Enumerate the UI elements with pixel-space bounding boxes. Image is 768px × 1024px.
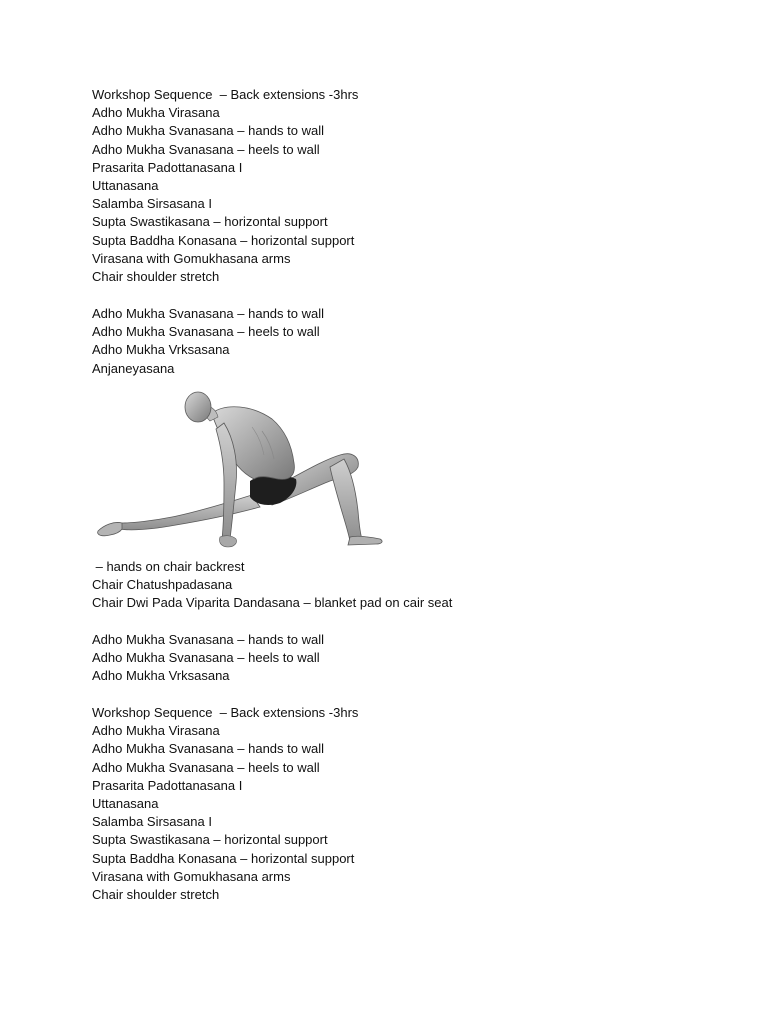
anjaneyasana-pose-illustration xyxy=(92,383,392,555)
pose-item: Adho Mukha Svanasana – heels to wall xyxy=(92,141,320,157)
pose-item: Adho Mukha Vrksasana xyxy=(92,668,230,684)
pose-item: Prasarita Padottanasana I xyxy=(92,777,243,793)
pose-item: Adho Mukha Svanasana – hands to wall xyxy=(92,632,324,647)
pose-item: Salamba Sirsasana I xyxy=(92,814,212,830)
sequence-list-1 xyxy=(92,86,358,286)
sequence-title: Workshop Sequence – Back extensions -3hrs xyxy=(92,87,359,102)
pose-item: Chair Chatushpadasana xyxy=(92,577,233,593)
pose-item: Adho Mukha Vrksasana xyxy=(92,342,230,358)
sequence-list-5 xyxy=(92,704,358,904)
pose-item: Supta Swastikasana – horizontal support xyxy=(92,214,328,230)
pose-item: Supta Baddha Konasana – horizontal support xyxy=(92,232,355,248)
pose-item: Supta Swastikasana – horizontal support xyxy=(92,832,328,848)
pose-item: Supta Baddha Konasana – horizontal support xyxy=(92,850,355,866)
pose-item: Prasarita Padottanasana I xyxy=(92,159,243,175)
pose-item: Uttanasana xyxy=(92,795,159,811)
pose-item: Adho Mukha Virasana xyxy=(92,723,220,739)
pose-item: Adho Mukha Svanasana – hands to wall xyxy=(92,741,324,757)
sequence-list-4 xyxy=(92,631,324,686)
pose-item: – hands on chair backrest xyxy=(92,559,245,574)
pose-item: Virasana with Gomukhasana arms xyxy=(92,250,291,266)
pose-item: Virasana with Gomukhasana arms xyxy=(92,868,291,884)
pose-item: Chair shoulder stretch xyxy=(92,268,220,284)
pose-item: Salamba Sirsasana I xyxy=(92,196,212,212)
pose-item: Adho Mukha Svanasana – heels to wall xyxy=(92,759,320,775)
pose-item: Chair Dwi Pada Viparita Dandasana – blanket pad on cair seat xyxy=(92,595,453,611)
pose-item: Adho Mukha Svanasana – heels to wall xyxy=(92,324,320,340)
sequence-list-2 xyxy=(92,305,324,378)
pose-item: Uttanasana xyxy=(92,177,159,193)
pose-item: Adho Mukha Svanasana – heels to wall xyxy=(92,650,320,666)
pose-item: Adho Mukha Svanasana – hands to wall xyxy=(92,306,324,321)
pose-item: Anjaneyasana xyxy=(92,360,175,376)
sequence-list-3 xyxy=(92,558,452,613)
sequence-title: Workshop Sequence – Back extensions -3hrs xyxy=(92,705,359,720)
pose-item: Chair shoulder stretch xyxy=(92,886,220,902)
pose-item: Adho Mukha Virasana xyxy=(92,105,220,121)
pose-item: Adho Mukha Svanasana – hands to wall xyxy=(92,123,324,139)
